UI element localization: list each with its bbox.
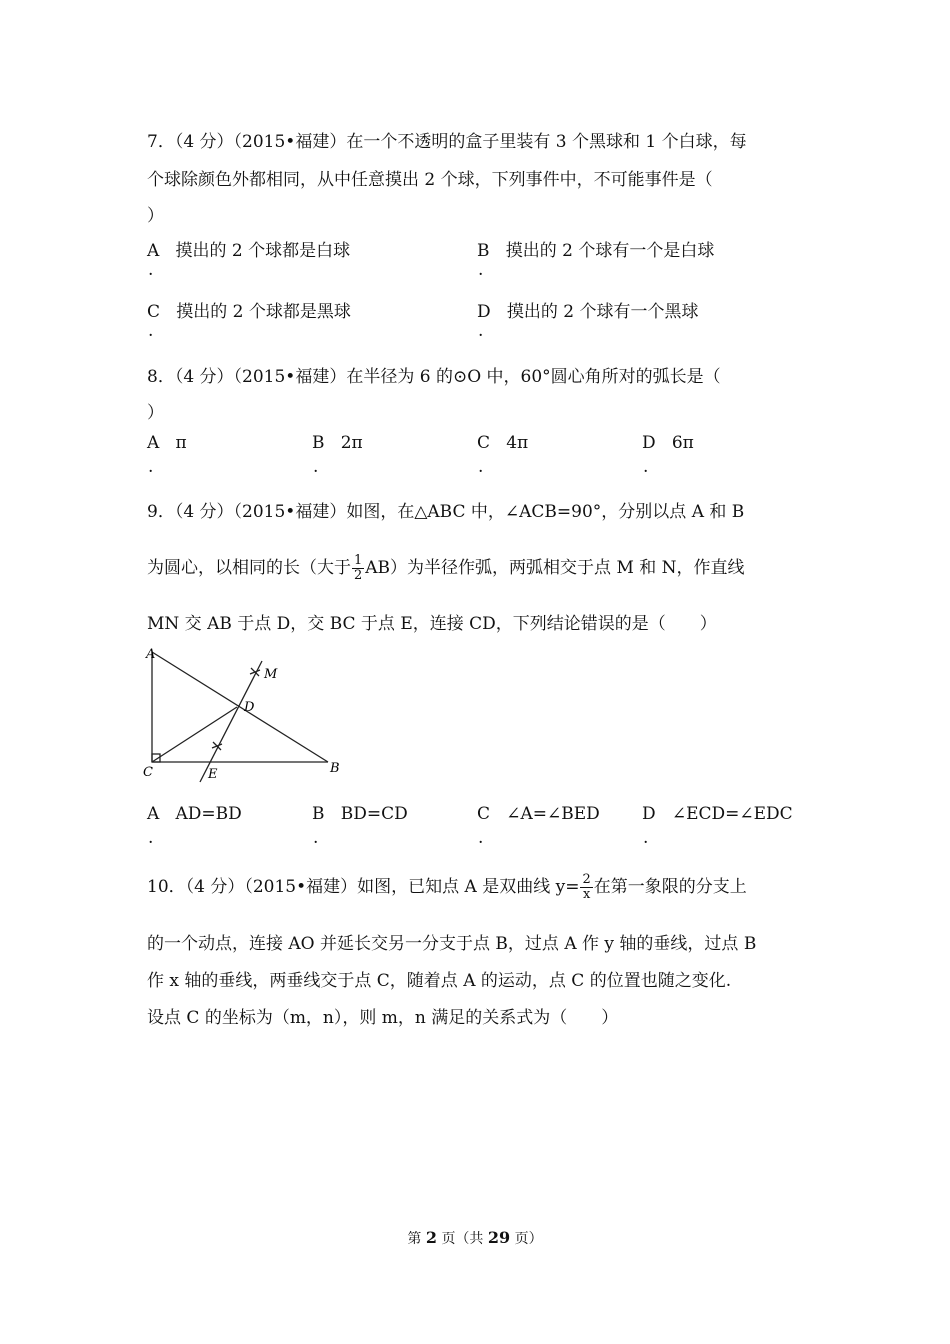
q7-line-2: 个球除颜色外都相同，从中任意摸出 2 个球，下列事件中，不可能事件是（ — [147, 170, 713, 190]
q8-option-d — [642, 433, 694, 453]
label-b: B — [330, 761, 340, 776]
q10-line-2: 的一个动点，连接 AO 并延长交另一分支于点 B，过点 A 作 y 轴的垂线，过点 B — [147, 934, 757, 954]
option-letter: C — [477, 433, 491, 453]
option-dot: . — [148, 828, 154, 848]
option-dot: . — [148, 321, 154, 341]
option-text: 摸出的 2 个球有一个黑球 — [506, 302, 699, 322]
option-letter: C — [147, 302, 161, 322]
option-letter: A — [147, 804, 160, 824]
option-text: 摸出的 2 个球都是白球 — [175, 241, 351, 261]
q7-line-3: ） — [147, 206, 164, 226]
label-m: M — [264, 667, 278, 682]
footer-suffix: 页） — [514, 1231, 543, 1247]
q10-line-1 — [147, 872, 747, 902]
q9-line-2-end: AB）为半径作弧，两弧相交于点 M 和 N，作直线 — [365, 558, 745, 578]
fraction-denominator: 2 — [354, 568, 363, 583]
label-d: D — [244, 700, 255, 715]
option-letter: D — [477, 302, 491, 322]
option-text: AD=BD — [175, 804, 242, 824]
option-text: ∠ECD=∠EDC — [671, 804, 793, 824]
triangle-figure — [140, 644, 340, 784]
option-letter: B — [312, 433, 325, 453]
fraction-two-over-x — [580, 873, 592, 901]
footer-middle: 页（共 — [441, 1231, 484, 1247]
q7-option-a — [147, 236, 350, 261]
page-footer — [0, 1228, 950, 1248]
option-dot: . — [478, 457, 484, 477]
option-text: 摸出的 2 个球都是黑球 — [176, 302, 351, 322]
q8-line-1: 8．（4 分）（2015•福建）在半径为 6 的⊙O 中，60°圆心角所对的弧长是（ — [147, 367, 721, 387]
option-dot: . — [478, 828, 484, 848]
option-letter: B — [477, 241, 490, 261]
q9-option-a — [147, 804, 242, 824]
option-dot: . — [478, 260, 484, 280]
q8-option-a — [147, 433, 187, 453]
footer-prefix: 第 — [407, 1231, 422, 1247]
option-letter: A — [147, 433, 160, 453]
q9-option-b — [312, 804, 408, 824]
q9-line-2 — [147, 553, 745, 583]
option-dot: . — [643, 828, 649, 848]
label-e: E — [208, 767, 218, 782]
fraction-numerator: 2 — [582, 872, 591, 888]
option-text: 4π — [506, 433, 529, 453]
option-text: π — [175, 433, 187, 453]
q10-line-1-start: 10．（4 分）（2015•福建）如图，已知点 A 是双曲线 y= — [147, 877, 580, 897]
option-text: ∠A=∠BED — [506, 804, 600, 824]
option-letter: C — [477, 804, 491, 824]
q7-line-1: 7．（4 分）（2015•福建）在一个不透明的盒子里装有 3 个黑球和 1 个白球，每 — [147, 132, 747, 152]
label-a: A — [146, 647, 156, 662]
option-text: BD=CD — [340, 804, 408, 824]
option-dot: . — [478, 321, 484, 341]
q10-line-3: 作 x 轴的垂线，两垂线交于点 C，随着点 A 的运动，点 C 的位置也随之变化. — [147, 971, 732, 991]
option-letter: D — [642, 804, 656, 824]
footer-page-number: 2 — [425, 1228, 437, 1247]
fraction-numerator: 1 — [354, 553, 363, 569]
q10-line-1-end: 在第一象限的分支上 — [593, 877, 747, 897]
q8-line-2: ） — [147, 403, 164, 423]
fraction-one-half — [352, 554, 364, 582]
option-text: 6π — [671, 433, 694, 453]
option-dot: . — [643, 457, 649, 477]
line-mn — [200, 661, 262, 782]
option-letter: A — [147, 241, 160, 261]
q7-option-b — [477, 236, 714, 261]
footer-total-pages: 29 — [487, 1228, 511, 1247]
option-dot: . — [148, 457, 154, 477]
option-dot: . — [313, 457, 319, 477]
q8-option-b — [312, 433, 363, 453]
option-text: 2π — [340, 433, 363, 453]
q7-option-d — [477, 297, 698, 322]
option-letter: B — [312, 804, 325, 824]
q7-option-c — [147, 297, 351, 322]
option-dot: . — [313, 828, 319, 848]
q10-line-4: 设点 C 的坐标为（m，n），则 m，n 满足的关系式为（ ） — [147, 1008, 619, 1028]
q9-line-2-start: 为圆心，以相同的长（大于 — [147, 558, 351, 578]
q8-option-c — [477, 433, 528, 453]
option-dot: . — [148, 260, 154, 280]
q9-line-3: MN 交 AB 于点 D，交 BC 于点 E，连接 CD，下列结论错误的是（ ） — [147, 614, 717, 634]
option-text: 摸出的 2 个球有一个是白球 — [505, 241, 715, 261]
q9-option-d — [642, 804, 793, 824]
option-letter: D — [642, 433, 656, 453]
fraction-denominator: x — [582, 887, 591, 902]
q9-line-1: 9．（4 分）（2015•福建）如图，在△ABC 中，∠ACB=90°，分别以点 A 和 B — [147, 502, 745, 522]
q9-option-c — [477, 804, 600, 824]
label-c: C — [143, 765, 153, 780]
